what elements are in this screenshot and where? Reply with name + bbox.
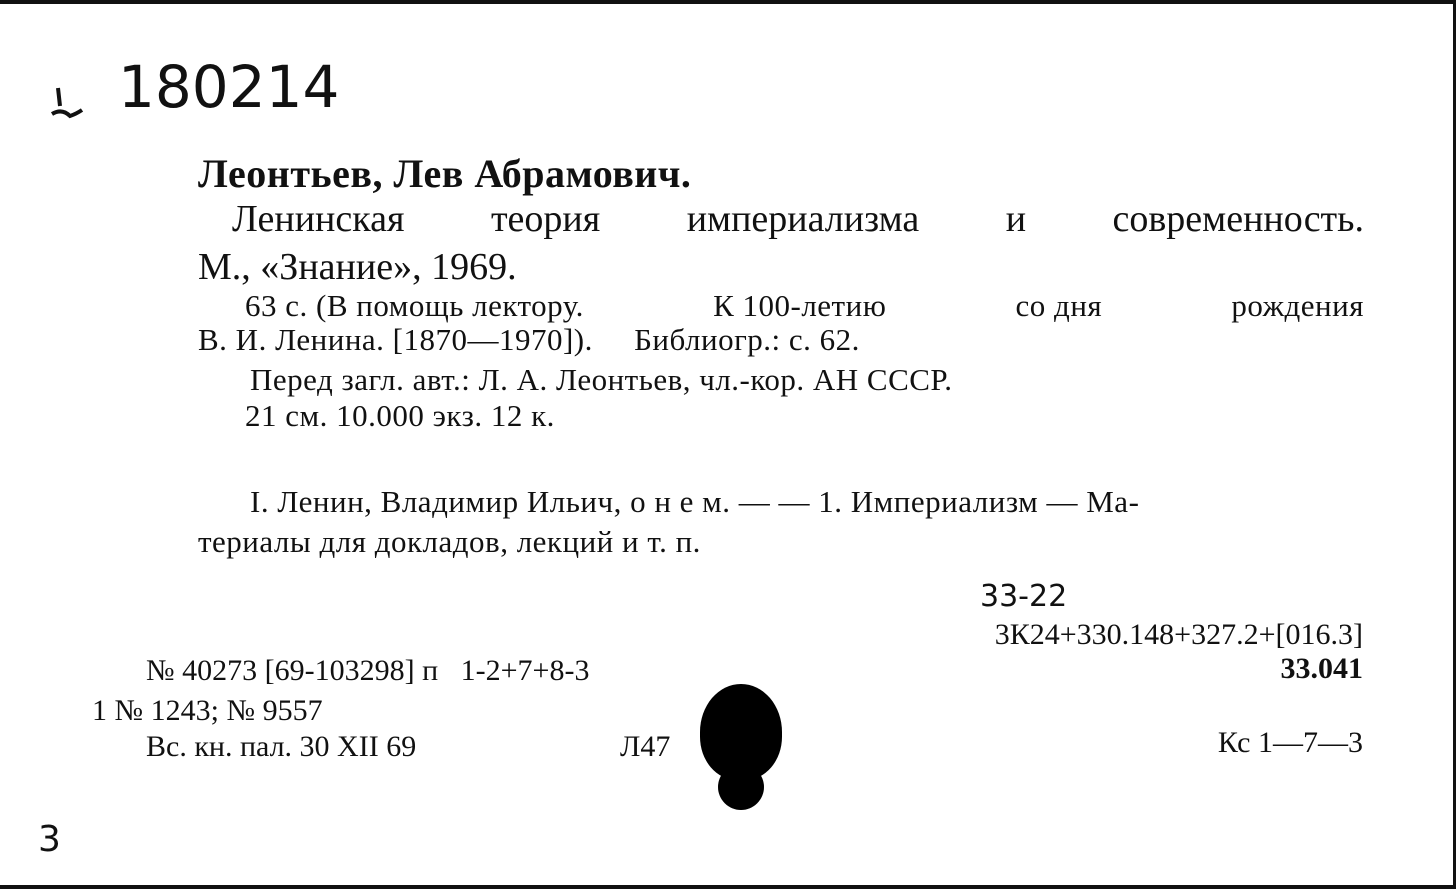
description-line-4: 21 см. 10.000 экз. 12 к.: [245, 398, 555, 433]
handwritten-mark-icon: [50, 84, 84, 120]
author-heading: Леонтьев, Лев Абрамович.: [198, 151, 692, 196]
title-line-2: М., «Знание», 1969.: [198, 246, 517, 288]
subjects-line-2: териалы для докладов, лекций и т. п.: [198, 524, 701, 559]
inventory-number: 180214: [118, 53, 340, 121]
description-line-1: [245, 290, 1364, 321]
description-segment: рождения: [1231, 288, 1364, 323]
kc-code: Кс 1—7—3: [1217, 726, 1363, 759]
title-line-1: [232, 200, 1364, 238]
subjects-line-1: I. Ленин, Владимир Ильич, о н е м. — — 1. Империализм — Ма-: [250, 484, 1140, 519]
description-line-2: В. И. Ленина. [1870—1970]). Библиогр.: с. 62.: [198, 322, 860, 357]
title-word: и: [1005, 198, 1027, 240]
title-word: Ленинская: [232, 198, 405, 240]
description-line-3: Перед загл. авт.: Л. А. Леонтьев, чл.-кор. АН СССР.: [250, 362, 953, 397]
description-segment: со дня: [1015, 288, 1103, 323]
registry-line-3: Вс. кн. пал. 30 XII 69: [146, 730, 417, 763]
title-word: современность.: [1112, 198, 1364, 240]
registry-line-1: № 40273 [69-103298] п 1-2+7+8-3: [146, 654, 590, 687]
handwritten-class-note: 33-22: [980, 579, 1068, 614]
registry-code: Л47: [620, 730, 671, 763]
registry-line-2: 1 № 1243; № 9557: [92, 694, 323, 727]
udc-number: 33.041: [1280, 652, 1363, 685]
description-segment: К 100-летию: [713, 288, 887, 323]
title-word: империализма: [686, 198, 920, 240]
description-segment: 63 с. (В помощь лектору.: [245, 288, 584, 323]
classification-code: 3К24+330.148+327.2+[016.3]: [994, 618, 1363, 651]
ink-blot: [718, 764, 764, 810]
handwritten-corner-mark: 3: [38, 819, 61, 860]
title-word: теория: [490, 198, 601, 240]
